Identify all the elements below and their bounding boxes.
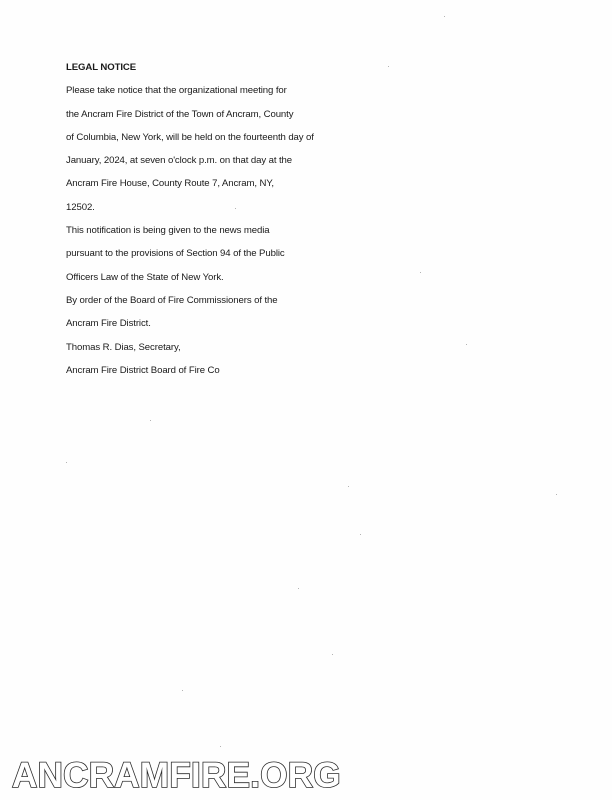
scan-speck <box>444 16 445 17</box>
notice-line: Please take notice that the organizational meeting for <box>66 85 287 97</box>
scan-speck <box>466 344 467 345</box>
ancramfire-watermark: ANCRAMFIRE.ORG <box>12 756 341 795</box>
notice-line: By order of the Board of Fire Commissioners of the <box>66 294 278 306</box>
notice-signature: Thomas R. Dias, Secretary, <box>66 341 181 353</box>
scan-speck <box>182 690 183 691</box>
notice-line: of Columbia, New York, will be held on the fourteenth day of <box>66 131 314 143</box>
notice-line: Ancram Fire District. <box>66 318 151 330</box>
scan-speck <box>420 272 421 273</box>
scan-speck <box>360 534 361 535</box>
notice-line: Officers Law of the State of New York. <box>66 271 224 283</box>
scan-speck <box>556 494 557 495</box>
scan-speck <box>150 420 151 421</box>
scan-speck <box>66 462 67 463</box>
notice-line: This notification is being given to the news media <box>66 225 270 237</box>
scan-speck <box>388 66 389 67</box>
scan-speck <box>235 208 236 209</box>
scan-speck <box>348 486 349 487</box>
scan-speck <box>298 588 299 589</box>
legal-notice-text <box>66 61 406 387</box>
notice-signature-title: Ancram Fire District Board of Fire Co <box>66 364 220 376</box>
notice-title: LEGAL NOTICE <box>66 62 137 73</box>
scan-speck <box>220 746 221 747</box>
notice-line: Ancram Fire House, County Route 7, Ancram, NY, <box>66 178 274 190</box>
scan-speck <box>332 654 333 655</box>
notice-line: 12502. <box>66 201 95 213</box>
notice-line: the Ancram Fire District of the Town of Ancram, County <box>66 108 294 120</box>
notice-line: January, 2024, at seven o'clock p.m. on that day at the <box>66 155 293 167</box>
notice-line: pursuant to the provisions of Section 94 of the Public <box>66 248 285 260</box>
